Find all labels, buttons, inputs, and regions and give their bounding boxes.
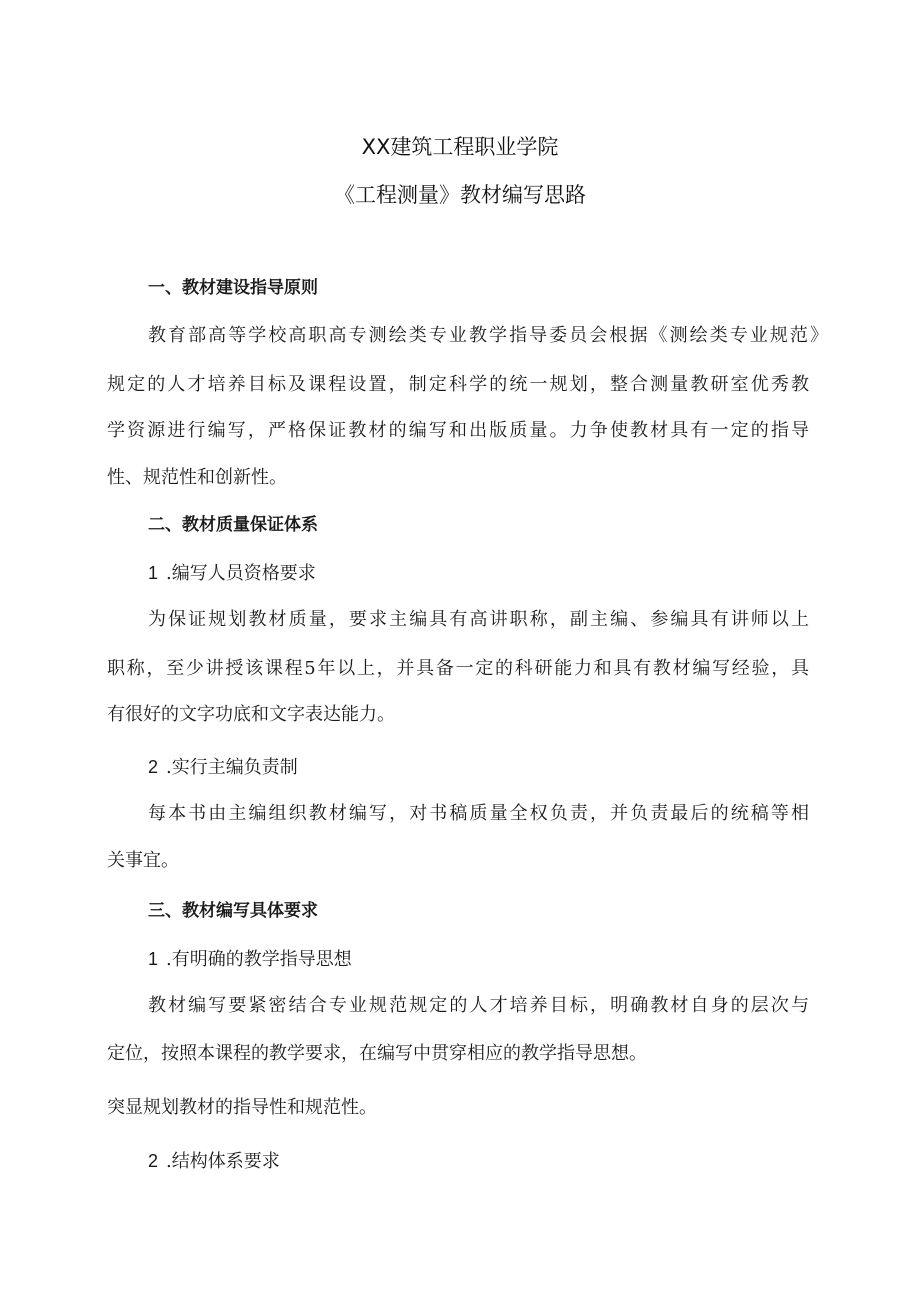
paragraph-line: 学资源进行编写，严格保证教材的编写和出版质量。力争使教材具有一定的指导 xyxy=(107,420,809,441)
paragraph-line: 有很好的文字功底和文字表达能力。 xyxy=(107,704,395,725)
subsection-title: .实行主编负责制 xyxy=(166,757,298,778)
subsection-number: 2 xyxy=(148,1151,159,1171)
document-title-school: XX建筑工程职业学院 xyxy=(361,135,559,159)
paragraph-line: 关事宜。 xyxy=(107,850,179,871)
paragraph-line: 教育部高等学校高职高专测绘类专业教学指导委员会根据《测绘类专业规范》 xyxy=(148,325,828,346)
section-heading-3: 三、教材编写具体要求 xyxy=(148,901,318,921)
paragraph-line: 规定的人才培养目标及课程设置，制定科学的统一规划，整合测量教研室优秀教 xyxy=(107,374,809,395)
document-title-subject: 《工程测量》教材编写思路 xyxy=(334,183,586,207)
section-heading-2: 二、教材质量保证体系 xyxy=(148,515,318,535)
subsection-number: 1 xyxy=(148,563,159,583)
subsection-number: 2 xyxy=(148,757,159,777)
subsection-heading xyxy=(148,1148,280,1175)
subsection-heading xyxy=(148,754,298,781)
subsection-title: .结构体系要求 xyxy=(166,1151,280,1172)
paragraph-line: 定位，按照本课程的教学要求，在编写中贯穿相应的教学指导思想。 xyxy=(107,1043,647,1064)
subsection-heading xyxy=(148,560,316,587)
paragraph-line: 性、规范性和创新性。 xyxy=(107,467,287,488)
paragraph-line: 为保证规划教材质量，要求主编具有高讲职称，副主编、参编具有讲师以上 xyxy=(148,609,809,630)
subsection-heading xyxy=(148,946,352,973)
paragraph-line: 职称，至少讲授该课程5年以上，并具备一定的科研能力和具有教材编写经验，具 xyxy=(107,658,809,679)
paragraph-line: 每本书由主编组织教材编写，对书稿质量全权负责，并负责最后的统稿等相 xyxy=(148,803,809,824)
paragraph-line: 教材编写要紧密结合专业规范规定的人才培养目标，明确教材自身的层次与 xyxy=(148,995,809,1016)
section-heading-1: 一、教材建设指导原则 xyxy=(148,278,318,298)
subsection-number: 1 xyxy=(148,949,159,969)
subsection-title: .有明确的教学指导思想 xyxy=(166,949,352,970)
paragraph-line: 突显规划教材的指导性和规范性。 xyxy=(107,1097,377,1118)
subsection-title: .编写人员资格要求 xyxy=(166,563,316,584)
